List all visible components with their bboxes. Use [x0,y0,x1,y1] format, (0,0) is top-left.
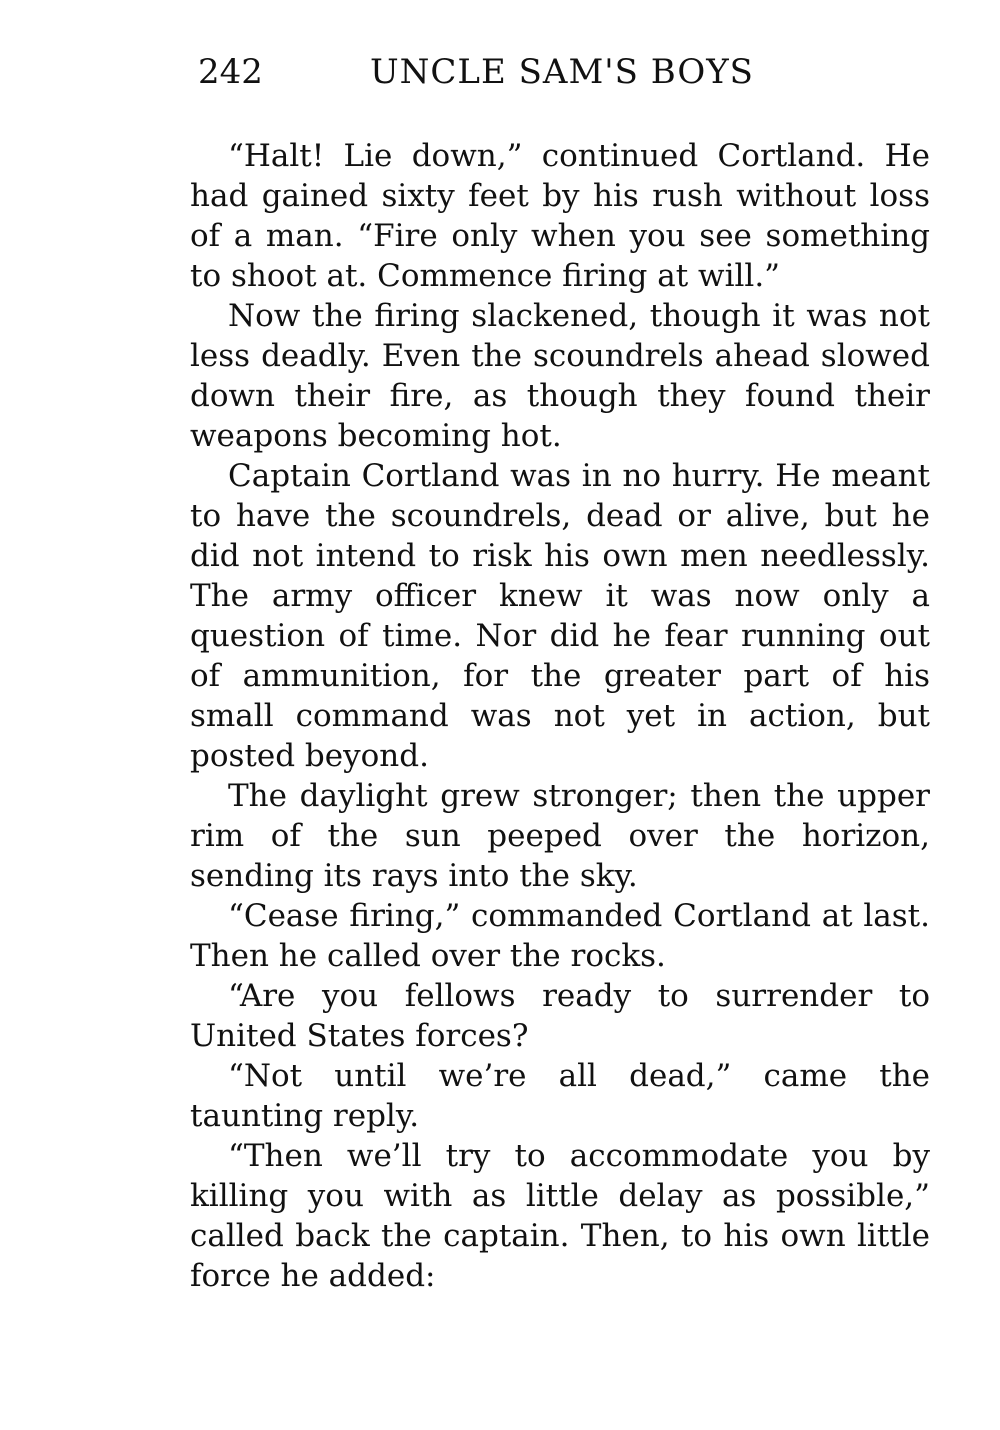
body-text [190,136,930,1296]
page-header [190,50,930,94]
paragraph: “Cease firing,” commanded Cortland at last. Then he called over the rocks. [190,898,930,974]
paragraph: “Halt! Lie down,” continued Cortland. He had gained sixty feet by his rush without loss of a man. “Fire only when you see something to shoot at. Commence firing at will.” [190,138,930,294]
paragraph: “Not until we’re all dead,” came the taunting reply. [190,1058,930,1134]
paragraph: Now the firing slackened, though it was not less deadly. Even the scoundrels ahead slowed down their fire, as though they found their weapons becoming hot. [190,298,930,454]
paragraph: Captain Cortland was in no hurry. He meant to have the scoundrels, dead or alive, but he did not intend to risk his own men needlessly. The army officer knew it was now only a question of time. Nor did he fear running out of ammunition, for the greater part of his small command was not yet in action, but posted beyond. [190,458,930,774]
page-number: 242 [198,52,263,92]
paragraph: “Are you fellows ready to surrender to United States forces? [190,978,930,1054]
paragraph: The daylight grew stronger; then the upper rim of the sun peeped over the horizon, sending its rays into the sky. [190,778,930,894]
running-title: UNCLE SAM'S BOYS [370,52,754,92]
paragraph: “Then we’ll try to accommodate you by killing you with as little delay as possible,” called back the captain. Then, to his own little force he added: [190,1138,930,1294]
